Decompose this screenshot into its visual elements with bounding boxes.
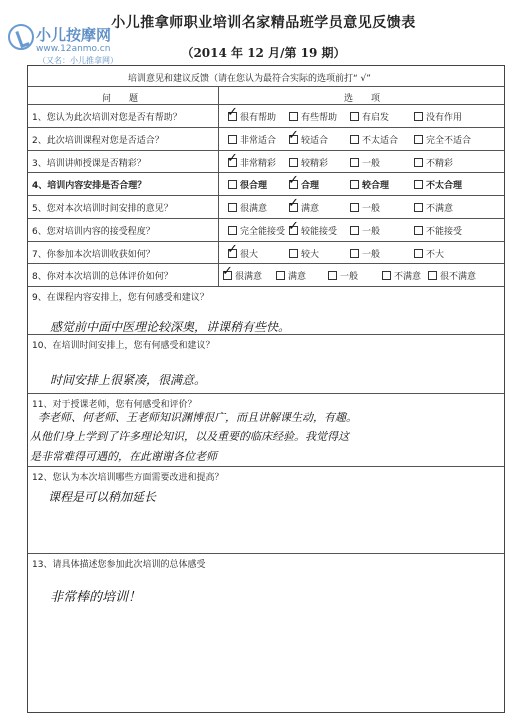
option-checkbox[interactable] — [350, 133, 398, 146]
checkbox-box[interactable] — [328, 271, 337, 280]
checkbox-box[interactable] — [414, 112, 423, 121]
option-label: 较精彩 — [301, 158, 329, 169]
question-9-label: 9、在课程内容安排上，您有何感受和建议？ — [32, 293, 209, 303]
option-label: 较能接受 — [301, 226, 338, 237]
checkbox-box[interactable] — [350, 203, 359, 212]
checkbox-box[interactable] — [414, 249, 423, 258]
checkbox-box[interactable] — [289, 249, 298, 258]
checkmark-icon: ✓ — [288, 173, 299, 189]
option-label: 没有作用 — [426, 113, 463, 123]
checkbox-box[interactable] — [428, 271, 437, 280]
question-11-answer-line: 是非常难得可遇的，在此谢谢各位老师 — [30, 450, 217, 463]
watermark-note: （又名：小儿推拿网） — [38, 56, 118, 65]
question-13-label: 13、请具体描述您参加此次培训的总体感受 — [32, 560, 206, 570]
option-checkbox[interactable] — [414, 224, 462, 237]
header-note: 培训意见和建议反馈（请在您认为最符合实际的选项前打“ √” — [128, 74, 371, 84]
option-label: 满意 — [288, 272, 307, 283]
option-label: 非常适合 — [240, 135, 277, 146]
question-12-answer: 课程是可以稍加延长 — [48, 490, 157, 504]
question-11-answer-line: 从他们身上学到了许多理论知识，以及重要的临床经验。我觉得这 — [30, 430, 349, 443]
option-label: 很合理 — [240, 181, 268, 192]
question-6-label: 6、您对培训内容的接受程度？ — [32, 226, 155, 237]
option-checkbox[interactable] — [328, 269, 358, 282]
option-checkbox[interactable] — [276, 269, 306, 282]
form-title: 小儿推拿师职业培训名家精品班学员意见反馈表 — [111, 15, 416, 31]
option-checkbox[interactable] — [228, 224, 285, 237]
feedback-form — [27, 65, 505, 713]
checkmark-icon: ✓ — [288, 196, 299, 211]
checkmark-icon: ✓ — [288, 218, 299, 234]
question-10-answer: 时间安排上很紧凑，很满意。 — [50, 373, 207, 387]
question-5-label: 5、您对本次培训时间安排的意见？ — [32, 204, 173, 214]
checkbox-box[interactable] — [228, 203, 237, 212]
checkmark-icon: ✓ — [227, 241, 238, 257]
question-11-label: 11、对于授课老师，您有何感受和评价？ — [32, 400, 197, 410]
checkbox-box[interactable] — [414, 226, 423, 235]
question-2-label: 2、此次培训课程对您是否适合？ — [32, 135, 164, 146]
checkbox-box[interactable] — [350, 249, 359, 258]
option-label: 合理 — [301, 181, 320, 192]
column-options: 选 项 — [344, 94, 381, 104]
watermark-brand: 小儿按摩网 — [36, 26, 112, 44]
watermark-site: www.12anmo.cn — [36, 44, 111, 54]
checkbox-box[interactable] — [228, 180, 237, 189]
question-11-answer-line: 李老师、何老师、王老师知识渊博很广，而且讲解课生动，有趣。 — [38, 411, 357, 424]
option-checkbox[interactable] — [428, 269, 476, 282]
option-checkbox[interactable] — [228, 201, 267, 214]
checkmark-icon: ✓ — [288, 127, 299, 143]
checkbox-box[interactable] — [276, 271, 285, 280]
option-label: 完全能接受 — [240, 226, 286, 237]
question-10-label: 10、在培训时间安排上，您有何感受和建议？ — [32, 341, 215, 351]
checkbox-box[interactable] — [414, 180, 423, 189]
checkbox-box[interactable] — [414, 135, 423, 144]
form-subtitle: （2014 年 12 月/第 19 期） — [181, 46, 346, 60]
checkmark-icon: ✓ — [227, 150, 238, 166]
checkbox-box[interactable] — [289, 158, 298, 167]
option-label: 较大 — [301, 249, 320, 260]
checkbox-box[interactable] — [289, 112, 298, 121]
question-12-label: 12、您认为本次培训哪些方面需要改进和提高？ — [32, 473, 224, 483]
checkbox-box[interactable] — [350, 135, 359, 144]
option-checkbox[interactable] — [289, 156, 328, 169]
checkbox-box[interactable] — [228, 226, 237, 235]
option-label: 不精彩 — [426, 158, 454, 169]
option-checkbox[interactable] — [414, 178, 462, 191]
option-label: 不太合理 — [426, 181, 463, 192]
option-checkbox[interactable] — [414, 133, 471, 146]
option-checkbox[interactable] — [414, 110, 462, 123]
option-label: 有些帮助 — [301, 113, 338, 123]
option-label: 有启发 — [362, 113, 390, 123]
option-checkbox[interactable] — [350, 247, 380, 260]
option-label: 非常精彩 — [240, 158, 277, 169]
option-label: 很大 — [240, 249, 259, 260]
checkmark-icon: ✓ — [222, 264, 233, 280]
option-label: 不满意 — [394, 272, 422, 283]
option-checkbox[interactable] — [350, 178, 389, 191]
option-label: 较合理 — [362, 181, 390, 192]
option-label: 一般 — [362, 249, 381, 260]
checkbox-box[interactable] — [350, 180, 359, 189]
checkbox-box[interactable] — [414, 158, 423, 167]
option-label: 很不满意 — [440, 272, 477, 283]
option-checkbox[interactable] — [228, 178, 267, 191]
option-checkbox[interactable] — [414, 201, 453, 214]
option-label: 较适合 — [301, 135, 329, 146]
question-4-label: 4、培训内容安排是否合理？ — [32, 181, 147, 192]
option-label: 完全不适合 — [426, 135, 472, 146]
option-checkbox[interactable] — [350, 156, 380, 169]
checkbox-box[interactable] — [228, 135, 237, 144]
checkbox-box[interactable] — [414, 203, 423, 212]
checkmark-icon: ✓ — [227, 105, 238, 120]
column-question: 问 题 — [102, 94, 139, 104]
question-1-label: 1、您认为此次培训对您是否有帮助？ — [32, 113, 182, 123]
option-label: 一般 — [362, 158, 381, 169]
question-7-label: 7、你参加本次培训收获如何？ — [32, 249, 155, 260]
option-label: 不大 — [426, 249, 445, 260]
option-label: 很有帮助 — [240, 113, 277, 123]
checkbox-box[interactable] — [350, 112, 359, 121]
option-checkbox[interactable] — [289, 110, 337, 123]
question-3-label: 3、培训讲师授课是否精彩？ — [32, 158, 146, 169]
checkbox-box[interactable] — [350, 226, 359, 235]
question-8-label: 8、你对本次培训的总体评价如何？ — [32, 272, 173, 283]
option-label: 不能接受 — [426, 226, 463, 237]
option-checkbox[interactable] — [414, 156, 453, 169]
option-label: 一般 — [362, 204, 381, 214]
option-label: 满意 — [301, 204, 320, 214]
question-9-answer: 感觉前中面中医理论较深奥，讲课稍有些快。 — [50, 320, 291, 334]
option-checkbox[interactable] — [382, 269, 421, 282]
checkbox-box[interactable] — [350, 158, 359, 167]
option-checkbox[interactable] — [350, 110, 389, 123]
option-checkbox[interactable] — [414, 247, 444, 260]
option-label: 不太适合 — [362, 135, 399, 146]
option-label: 一般 — [340, 272, 359, 283]
option-label: 很满意 — [235, 272, 263, 283]
option-checkbox[interactable] — [350, 201, 380, 214]
option-label: 不满意 — [426, 204, 454, 214]
option-label: 很满意 — [240, 204, 268, 214]
option-label: 一般 — [362, 226, 381, 237]
question-13-answer: 非常棒的培训！ — [50, 590, 142, 605]
option-checkbox[interactable] — [228, 133, 276, 146]
option-checkbox[interactable] — [350, 224, 380, 237]
option-checkbox[interactable] — [289, 247, 319, 260]
checkbox-box[interactable] — [382, 271, 391, 280]
